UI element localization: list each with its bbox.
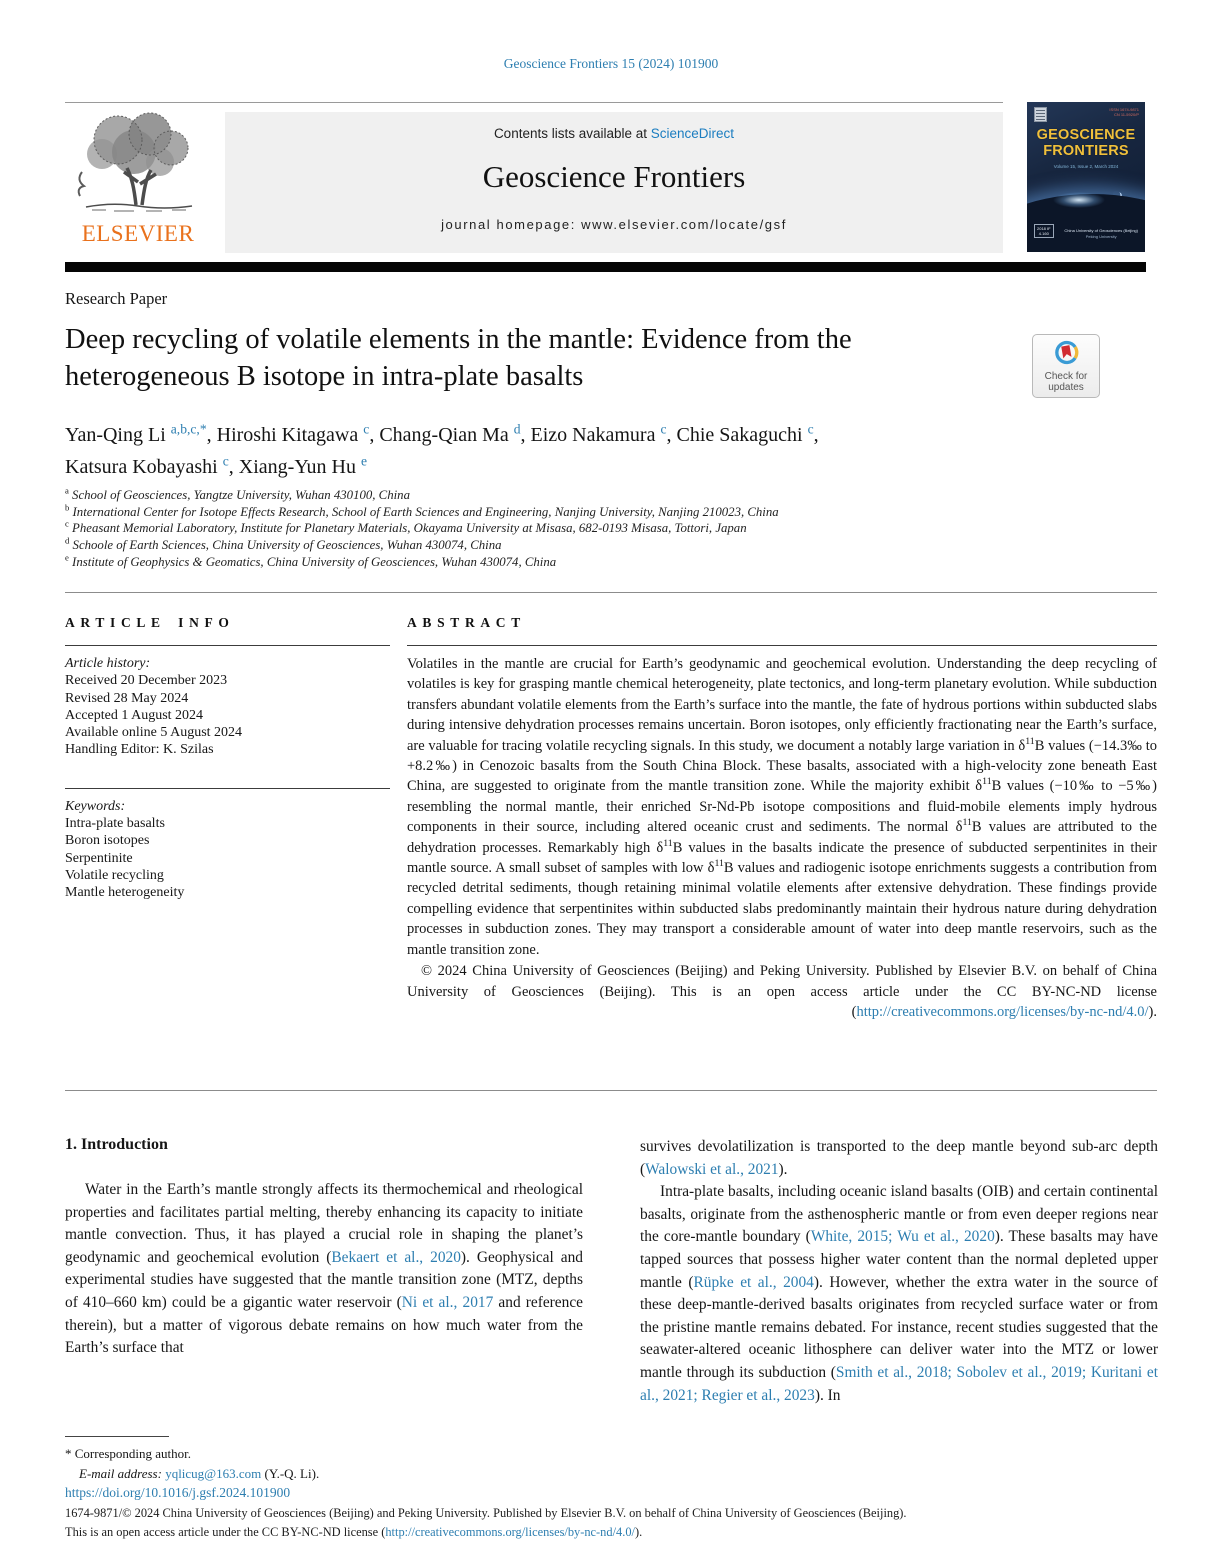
article-history-block xyxy=(65,655,390,759)
affiliation-item: $^d$ Schoole of Earth Sciences, China University of Geosciences, Wuhan 430074, China xyxy=(65,535,502,553)
keyword-item: Boron isotopes xyxy=(65,833,150,849)
intro-paragraph: Water in the Earth’s mantle strongly affects its thermochemical and rheological properties and facilitates partial melting, thereby enhancing its capacity to initiate mantle convection. Thus, it has played a crucial role in shaping the planet’s geodynamic and geochemical evolution (Bekaert et al., 2020). Geophysical and experimental studies have suggested that the mantle transition zone (MTZ, depths of 410–660 km) could be a gigantic water reservoir (Ni et al., 2017 and reference therein), but a matter of vigorous debate remains on how much water from the Earth’s surface that xyxy=(65,1181,583,1357)
history-item: Received 20 December 2023 xyxy=(65,673,228,689)
section-divider-rule xyxy=(65,592,1157,593)
authors-line-1: Yan-Qing Li $^{a,b,c,*}$, Hiroshi Kitagawa $^c$, Chang-Qian Ma $^d$, Eizo Nakamura $^c$, Chie Sakaguchi $^c$, xyxy=(65,421,819,446)
email-line xyxy=(65,1464,485,1484)
contents-line-prefix: Contents lists available at xyxy=(493,126,651,141)
doi-link[interactable]: https://doi.org/10.1016/j.gsf.2024.101900 xyxy=(65,1485,291,1500)
authors-line-2: Katsura Kobayashi $^c$, Xiang-Yun Hu $^e$ xyxy=(65,453,368,478)
intro-paragraph: survives devolatilization is transported to the deep mantle beyond sub-arc depth (Walowski et al., 2021). xyxy=(640,1138,1158,1178)
keyword-item: Intra-plate basalts xyxy=(65,816,165,832)
history-item: Revised 28 May 2024 xyxy=(65,690,189,706)
journal-cover-thumbnail[interactable] xyxy=(1027,102,1145,252)
affiliations-list xyxy=(65,487,1125,571)
sciencedirect-link[interactable]: ScienceDirect xyxy=(650,126,735,141)
corresponding-author-note: * Corresponding author. xyxy=(65,1446,192,1461)
header-separator-bar xyxy=(65,262,1146,272)
history-item: Available online 5 August 2024 xyxy=(65,725,243,741)
email-label: E-mail address: xyxy=(79,1466,162,1481)
footer-copyright-line: 1674-9871/© 2024 China University of Geosciences (Beijing) and Peking University. Published by Elsevier B.V. on behalf of China University of Geosciences (Beijing). xyxy=(65,1506,907,1520)
journal-title: Geoscience Frontiers xyxy=(482,159,746,194)
cover-journal-title: GEOSCIENCE FRONTIERS xyxy=(1036,127,1136,159)
intro-column-left xyxy=(65,1179,583,1360)
elsevier-wordmark: ELSEVIER xyxy=(81,221,195,246)
keyword-item: Serpentinite xyxy=(65,850,133,866)
crossmark-icon xyxy=(1053,339,1080,371)
abstract-column xyxy=(407,615,1157,1022)
affiliation-item: $^c$ Pheasant Memorial Laboratory, Institute for Planetary Materials, Okayama University at Misasa, 682-0193 Misasa, Tottori, Japan xyxy=(65,519,747,536)
abstract-body: Volatiles in the mantle are crucial for Earth’s geodynamic and geochemical evolution. Understanding the deep recycling of volatiles is key for grasping mantle chemical heterogeneity, plate tectonics, and long-term planetary evolution. While subduction transfers abundant volatile elements from the Earth’s surface into the mantle, the fate of hydrous portions within subducted slabs during intensive dehydration processes remains uncertain. Boron isotopes, only efficiently fractionating near the Earth’s surface, are valuable for tracing volatile recycling signals. In this study, we document a notably large variation in $\delta^{11}B$ values (−14.3‰ to +8.2‰) in Cenozoic basalts from the South China Block. These basalts, associated with a high-velocity zone beneath East China, are suggested to originate from the mantle transition zone. While the majority exhibit $\delta^{11}B$ values (−10‰ to −5‰) resembling the normal mantle, their enriched Sr-Nd-Pb isotope compositions and fluid-mobile elements imply hydrous components in their source, including altered oceanic crust and sediments. The normal $\delta^{11}B$ values are attributed to the dehydration processes. Remarkably high $\delta^{11}B$ values in the basalts indicate the presence of subducted serpentinites in their mantle source. A small subset of samples with low $\delta^{11}B$ values and radiogenic isotope enrichments suggests a contribution from recycled detrital sediments, though retaining minimal volatile elements after extensive dehydration. These findings provide compelling evidence that serpentinites within subducted slabs predominantly maintain their hydrous nature during dehydration processes in subduction zones. They may transport a considerable amount of water into deep mantle reservoirs, such as the mantle transition zone. xyxy=(407,656,1158,958)
footer-license-line: This is an open access article under the CC BY-NC-ND license (http://creativecommons.org/licenses/by-nc-nd/4.0/). xyxy=(65,1525,643,1539)
journal-homepage-link[interactable]: journal homepage: www.elsevier.com/locate/gsf xyxy=(441,217,787,232)
cover-publisher-logo-icon xyxy=(1034,107,1047,122)
check-updates-badge[interactable] xyxy=(1032,334,1100,398)
elsevier-logo[interactable] xyxy=(63,110,213,256)
article-info-column xyxy=(65,615,390,902)
cover-publisher-lines: China University of Geosciences (Beijing) Peking University xyxy=(1064,228,1138,239)
history-item: Accepted 1 August 2024 xyxy=(65,707,204,723)
affiliation-item: $^e$ Institute of Geophysics & Geomatics, China University of Geosciences, Wuhan 430074, China xyxy=(65,552,557,569)
article-title: Deep recycling of volatile elements in the mantle: Evidence from the heterogeneous B isotope in intra-plate basalts xyxy=(65,324,852,392)
intro-paragraph: Intra-plate basalts, including oceanic island basalts (OIB) and certain continental basalts, originate from the asthenospheric mantle or from even deeper regions near the core-mantle boundary (White, 2015; Wu et al., 2020). These basalts may have tapped sources that possess higher water content than the normal depleted upper mantle (Rüpke et al., 2004). However, whether the extra water in the source of these deep-mantle-derived basalts originates from recycled surface water or from the pristine mantle remains debated. For instance, recent studies suggested that the seawater-altered oceanic lithosphere can deliver water into the MTZ or lower mantle through its subduction (Smith et al., 2018; Sobolev et al., 2019; Kuritani et al., 2021; Regier et al., 2023). In xyxy=(640,1183,1159,1404)
abstract-heading: ABSTRACT xyxy=(407,615,526,630)
cover-impact-factor-box: 2018 IF 4.160 xyxy=(1034,224,1054,238)
intro-column-right xyxy=(640,1136,1158,1407)
cover-earth-glow xyxy=(1053,192,1105,208)
footnote-rule xyxy=(65,1436,169,1437)
keyword-item: Mantle heterogeneity xyxy=(65,885,185,901)
affiliation-item: $^b$ International Center for Isotope Effects Research, School of Earth Sciences and Engineering, Nanjing University, Nanjing 210023, China xyxy=(65,502,779,519)
cover-issue-line: Volume 15, Issue 2, March 2024 xyxy=(1053,164,1119,169)
authors-block xyxy=(65,419,1075,483)
body-divider-rule xyxy=(65,1090,1157,1091)
elsevier-tree-icon xyxy=(72,201,204,218)
keyword-item: Volatile recycling xyxy=(65,867,164,883)
article-info-heading: ARTICLE INFO xyxy=(65,615,235,630)
contents-line xyxy=(225,126,1003,141)
footnote-block xyxy=(65,1444,485,1484)
header-top-rule xyxy=(65,102,1003,103)
check-updates-label-2: updates xyxy=(1048,382,1084,393)
keywords-block xyxy=(65,798,390,902)
email-link[interactable]: yqlicug@163.com xyxy=(165,1466,262,1481)
history-label: Article history: xyxy=(65,656,151,671)
article-type-label: Research Paper xyxy=(65,289,168,308)
citation-link[interactable]: Geoscience Frontiers 15 (2024) 101900 xyxy=(503,56,719,71)
affiliation-item: $^a$ School of Geosciences, Yangtze University, Wuhan 430100, China xyxy=(65,485,410,502)
keywords-label: Keywords: xyxy=(65,798,126,814)
keywords-rule xyxy=(65,788,390,789)
journal-header-box xyxy=(225,112,1003,253)
abstract-rule xyxy=(407,645,1157,646)
email-suffix: (Y.-Q. Li). xyxy=(261,1466,320,1481)
article-info-rule xyxy=(65,645,390,646)
abstract-copyright: © 2024 China University of Geosciences (Beijing) and Peking University. Published by Elsevier B.V. on behalf of China University of Geosciences (Beijing). This is an open access article under the CC BY-NC-ND license (http://creativecommons.org/licenses/by-nc-nd/4.0/). xyxy=(407,963,1157,1020)
history-item: Handling Editor: K. Szilas xyxy=(65,742,214,758)
intro-heading: 1. Introduction xyxy=(65,1136,168,1153)
check-updates-label-1: Check for xyxy=(1044,371,1088,382)
cover-issn-text: ISSN 1674-9871 CN 11-5920/P xyxy=(1109,107,1139,117)
